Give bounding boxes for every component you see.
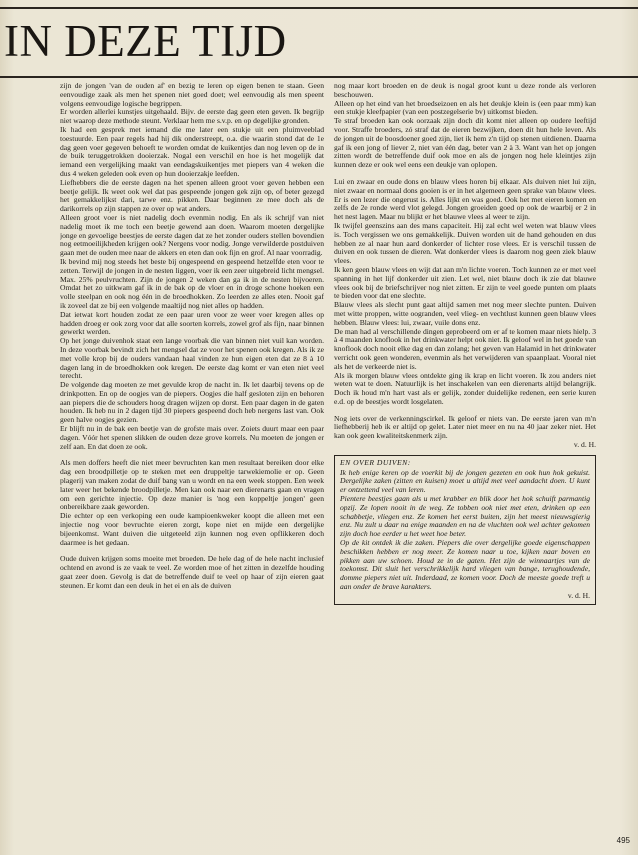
paragraph: Alleen op het eind van het broedseizoen en als het deukje klein is (een paar mm) kan een stukje kleefpapier (van een postzegelserie bv) uitkomst bieden.	[334, 98, 596, 117]
author-signature: v. d. H.	[573, 440, 596, 450]
paragraph: nog maar kort broeden en de deuk is nogal groot kunt u deze ronde als verloren beschouwen.	[334, 82, 596, 99]
paragraph: Ik bevind mij nog steeds het beste bij ongespeend en gespeend hetzelfde eten voor te zetten. Terwijl de jongen in de nesten liggen, voer ik een zeer uitgebreid licht mengsel. Max. 25% peulvruchten. Zijn de jongen 2 weken dan ga ik in de nesten bijvoeren. Omdat het zo uitkwam gaf ik in de bak op de vloer en in droge schone hoeken een volle steelpan en ook nog één in de broedhokken. Zo leerden ze alles eten. Nooit gaf ik zoveel dat ze bij een volgende maaltijd nog niet alles op hadden.	[60, 256, 324, 310]
page-title: IN DEZE TIJD	[4, 16, 287, 66]
paragraph: Ik had een gesprek met iemand die me later een stukje uit een pluimveeblad toestuurde. Een paar regels had hij dik onderstreept, o.a. die waarin stond dat de 1e dag geen voer gegeven behoeft te worden omdat de kuikentjes dan nog leven op de in de buik teruggetrokken dooierzak. Nogal een verschil en hoe is het mogelijk dat iemand een vergelijking maakt van eendagskuikentjes met piepers van 4 weken die dus 4 weken geleden ook even op hun dooierzakje leefden.	[60, 124, 324, 178]
paragraph: Die echter op een verkoping een oude kampioenkweker koopt die alleen met een injectie nog voor bevruchte eieren zorgt, kope niet en mijde een dergelijke bijeenkomst. Want duiven die uitgeteeld zijn kunnen nog even opflikkeren doch daarmee is het gedaan.	[60, 511, 324, 547]
paragraph: Ik ken geen blauw vlees en wijt dat aan m'n lichte voeren. Toch kunnen ze er met veel spanning in het lijf donkerder uit zien. Let wel, niet blauw doch ik zie dat blauwe vlees ook bij de briefschrijver nog niet zitten. Er zijn te veel goede punten om plaats te bieden voor dat ene slechte.	[334, 264, 596, 301]
paragraph: Alleen groot voer is niet nadelig doch evenmin nodig. En als ik schrijf van niet nadelig moet ik me toch een beetje gewend aan doen. Waarom moeten dergelijke jonge en gevoelige beestjes de eerste dagen dat ze het zonder ouders stellen bovendien nog eetmoeilijkheden krijgen ook? Nergens voor nodig. Jonge verwilderde postduiven gaan met de ouden mee naar de akkers en eten dan ook fijn en grof. Al naar voorradig.	[60, 212, 324, 258]
paragraph: Als ik morgen blauw vlees ontdekte ging ik krap en licht voeren. Ik zou anders niet weten wat te doen. Natuurlijk is het inschakelen van een dierenarts altijd belangrijk. Doch ik houd m'n hart vast als er gelijk, zonder duidelijke redenen, een serie kuren e.d. op de beestjes wordt losgelaten.	[334, 370, 596, 406]
paragraph: Liefhebbers die de eerste dagen na het spenen alleen groot voer geven hebben een beetje gelijk. Ik weet ook wel dat pas gespeende jongen gek zijn op, of beter gezegd het gemakkelijkst dari, tarwe enz. pikken. Daar beginnen ze mee doch als de darikorrels op zijn stappen ze over op wat anders.	[60, 177, 324, 214]
paragraph: Lui en zwaar en oude dons en blauw vlees horen bij elkaar. Als duiven niet lui zijn, niet zwaar en normaal dons gooien is er in het algemeen geen sprake van blauw vlees. Er is een lezer die ongerust is. Alles lijkt en was goed. Ook het met eieren komen en zelfs de 2e ronde werd vlot gelegd. Jongen groeiden goed op ook de waarbij er 2 in het nest lagen. Maar nu blijkt er het blauwe vlees al weer te zijn.	[334, 176, 596, 222]
paragraph: Te straf broeden kan ook oorzaak zijn doch dit komt niet alleen op oudere leeftijd voor. Straffe broeders, zó straf dat de eieren bezwijken, doen dit hun hele leven. Als de jongen uit de boosdoener goed zijn, liet ik hem z'n tijd op stenen uitdienen. Daarna gaf ik een jong of liever 2, niet van één dag, beter van 2 à 3. Want van het op jongen zitten wordt de betreffende duif ook moe en als de jongen nog hele kleintjes zijn kunnen deze er ook wel eens een deukje van oplopen.	[334, 116, 596, 170]
box-paragraph: Op de kit ontdek ik die zaken. Piepers die over dergelijke goede eigenschappen beschikken hebben er nog meer. Ze komen naar u toe, kijken naar boven en pikken aan uw schoen. Houd ze in de gaten. Het zijn de winnaartjes van de toekomst. Dit sluit het verschrikkelijk hard vliegen van bange, terughoudende, domme piepers niet uit. Inderdaad, ze komen voor. Doch de meeste goede treft u aan onder de brave karakters.	[340, 538, 590, 592]
box-paragraph: Pientere beestjes gaan als u met krabber en blik door het hok schuift parmantig opzij. Ze lopen nooit in de weg. Ze tobben ook niet met eten, drinken op een schabbetje, vliegen enz. Ze komen het eerst buiten, zijn het meest nieuwsgierig enz. Nu zult u daar na enige maanden en na de vluchten ook wel achter gekomen zijn doch hoe eerder u het weet hoe beter.	[340, 494, 590, 539]
paragraph: Blauw vlees als slecht punt gaat altijd samen met nog meer slechte punten. Duiven met witte proppen, witte oogranden, veel vlieg- en vechtlust kunnen geen blauw vlees hebben. Blauw vlees: lui, zwaar, vuile dons enz.	[334, 300, 596, 327]
page-number: 495	[616, 836, 630, 845]
sidebar-box	[334, 455, 596, 605]
paragraph: Op het jonge duivenhok staat een lange voorbak die van binnen niet vuil kan worden. In deze voorbak bevindt zich het mengsel dat ze voor het spenen ook kregen. Als ik ze met volle krop bij de ouders vandaan haal vinden ze hun eigen eten dat ze 8 à 10 dagen lang in de broedhokken ook kregen. De eerste dag komt er van eten niet veel terecht.	[60, 336, 324, 381]
top-rule	[0, 7, 638, 9]
paragraph: Nog iets over de verkenningscirkel. Ik geloof er niets van. De eerste jaren van m'n liefhebberij heb ik er altijd op gelet. Later niet meer en nu na 40 jaar zeker niet. Het kan ook geen kwaliteitskenmerk zijn.	[334, 413, 596, 441]
box-title: EN OVER DUIVEN:	[340, 457, 411, 467]
paragraph: Als men doffers heeft die niet meer bevruchten kan men resultaat bereiken door elke dag een broodpilletje op te steken met een druppeltje tarwekiemolie er op. Geen plagerij van maken zodat de duif bang van u wordt en na een week stoppen. Een week later weer het bekende broodpilletje. Men kan ook naar een dierenarts gaan en vragen om een gerichte injectie. Op deze manier is 'nog een koppeltje jongen' geen onbereikbare zaak geworden.	[60, 458, 324, 512]
paragraph: zijn de jongen 'van de ouden af' en bezig te leren op eigen benen te staan. Geen eenvoudige zaak als men het spenen niet goed doet; wel eenvoudig als men speent volgens eenvoudige logische begrippen.	[60, 82, 324, 108]
right-column	[334, 82, 596, 834]
title-rule	[0, 76, 638, 78]
paragraph: Ik twijfel geenszins aan des mans capaciteit. Hij zal echt wel weten wat blauw vlees is. Toch vergissen we ons gemakkelijk. Duiven worden uit de hand gehouden en dus hebben ze al naar hun aard donkerder of lichter rose vlees. Er is verschil tussen de duiven en ook tussen de dieren. Wat donkerder vlees is daarom nog geen ziek blauw vlees.	[334, 220, 596, 266]
paragraph: De volgende dag moeten ze met gevulde krop de nacht in. Ik let daarbij tevens op de drinkpotten. En op de oogjes van de piepers. Oogjes die half gesloten zijn en behoren aan piepers die de schouders hoog dragen wijzen op dorst. Een paar dagen in de gaten houden. Ik heb nu in 2 dagen tijd 30 piepers gespeend doch heb nergens last van. Ook geen halve oogjes gezien.	[60, 380, 324, 425]
box-signature: v. d. H.	[567, 590, 590, 600]
paragraph: De man had al verschillende dingen geprobeerd om er af te komen maar niets hielp. 3 à 4 maanden knoflook in het drinkwater helpt ook niet. Ik geloof wel in het goede van knoflook doch nooit elke dag en dan zolang; het geven van Halamid in het drinkwater verricht ook geen wonderen, evenmin als het verwijderen van spaanplaat. Vooral niet als het de verkeerde niet is.	[334, 326, 596, 371]
paragraph: Oude duiven krijgen soms moeite met broeden. De hele dag of de hele nacht inclusief ochtend en avond is ze vaak te veel. Ze worden moe of het zitten in dezelfde houding gaat zeer doen. Gevolg is dat de betreffende duif te veel op haar of zijn eieren gaat steunen. Er komt dan een deuk in het ei en als de duiven	[60, 554, 324, 590]
paragraph: Er blijft nu in de bak een beetje van de grofste mais over. Zoiets duurt maar een paar dagen. Vóór het spenen slikken de ouden deze grove korrels. Nu moeten de jongen er zelf aan. En dat doen ze ook.	[60, 424, 324, 451]
box-paragraph: Ik heb enige keren op de voerkit bij de jongen gezeten en ook hun hok gekuist. Dergelijke zaken (zitten en kuisen) moet u altijd met veel aandacht doen. U kunt er ontzettend veel van leren.	[340, 467, 590, 495]
paragraph: Dat ietwat kort houden zodat ze een paar uren voor ze weer voer kregen alles op hadden droeg er ook zorg voor dat alle soorten korrels, zowel grof als fijn, naar binnen gewerkt werden.	[60, 309, 324, 337]
paragraph: Er worden allerlei kunstjes uitgehaald. Bijv. de eerste dag geen eten geven. Ik begrijp niet waarop deze methode steunt. Verklaar hem me s.v.p. en op degelijke gronden.	[60, 107, 324, 126]
left-column	[60, 82, 324, 834]
